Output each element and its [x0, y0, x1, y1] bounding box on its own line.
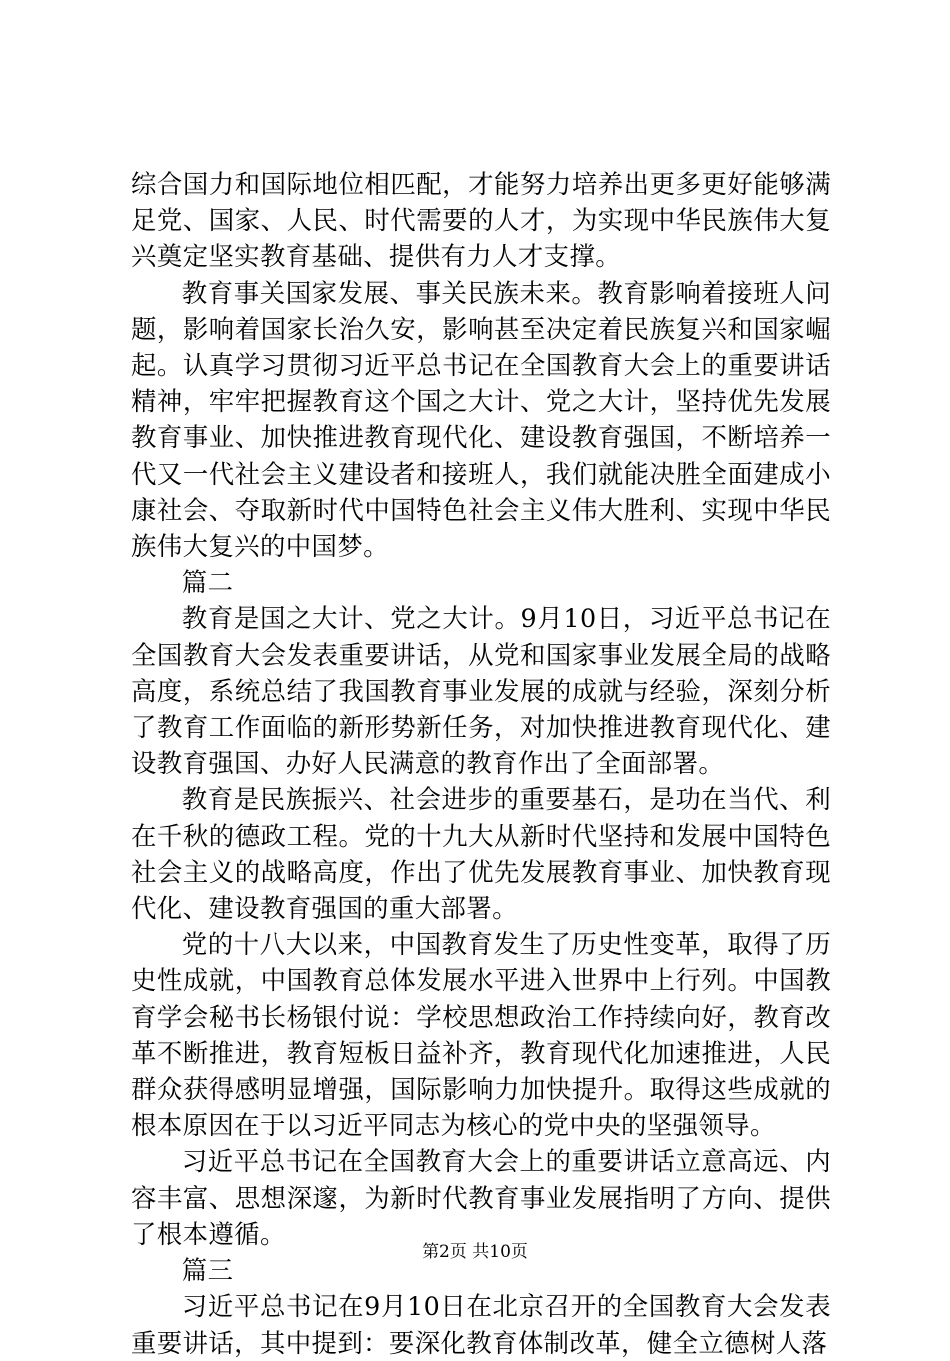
section-heading-2: 篇二 [181, 567, 234, 598]
page-number-footer: 第2页 共10页 [422, 1242, 528, 1262]
paragraph-1: 综合国力和国际地位相匹配，才能努力培养出更多更好能够满足党、国家、人民、时代需要的人才，为实现中华民族伟大复兴奠定坚实教育基础、提供有力人才支撑。 [131, 169, 831, 272]
paragraph-4: 教育是民族振兴、社会进步的重要基石，是功在当代、利在千秋的德政工程。党的十九大从新时代坚持和发展中国特色社会主义的战略高度，作出了优先发展教育事业、加快教育现代化、建设教育强国的重大部署。 [131, 784, 831, 924]
paragraph-7: 习近平总书记在9月10日在北京召开的全国教育大会发表重要讲话，其中提到：要深化教育体制改革，健全立德树人落 [131, 1291, 831, 1358]
paragraph-2: 教育事关国家发展、事关民族未来。教育影响着接班人问题，影响着国家长治久安，影响甚至决定着民族复兴和国家崛起。认真学习贯彻习近平总书记在全国教育大会上的重要讲话精神，牢牢把握教育这个国之大计、党之大计，坚持优先发展教育事业、加快推进教育现代化、建设教育强国，不断培养一代又一代社会主义建设者和接班人，我们就能决胜全面建成小康社会、夺取新时代中国特色社会主义伟大胜利、实现中华民族伟大复兴的中国梦。 [131, 277, 831, 562]
paragraph-5: 党的十八大以来，中国教育发生了历史性变革，取得了历史性成就，中国教育总体发展水平进入世界中上行列。中国教育学会秘书长杨银付说：学校思想政治工作持续向好，教育改革不断推进，教育短板日益补齐，教育现代化加速推进，人民群众获得感明显增强，国际影响力加快提升。取得这些成就的根本原因在于以习近平同志为核心的党中央的坚强领导。 [131, 929, 831, 1141]
document-body [131, 166, 831, 1361]
paragraph-3: 教育是国之大计、党之大计。9月10日，习近平总书记在全国教育大会发表重要讲话，从党和国家事业发展全局的战略高度，系统总结了我国教育事业发展的成就与经验，深刻分析了教育工作面临的新形势新任务，对加快推进教育现代化、建设教育强国、办好人民满意的教育作出了全面部署。 [131, 603, 831, 779]
section-heading-3: 篇三 [181, 1255, 234, 1286]
paragraph-6: 习近平总书记在全国教育大会上的重要讲话立意高远、内容丰富、思想深邃，为新时代教育事业发展指明了方向、提供了根本遵循。 [131, 1146, 831, 1249]
